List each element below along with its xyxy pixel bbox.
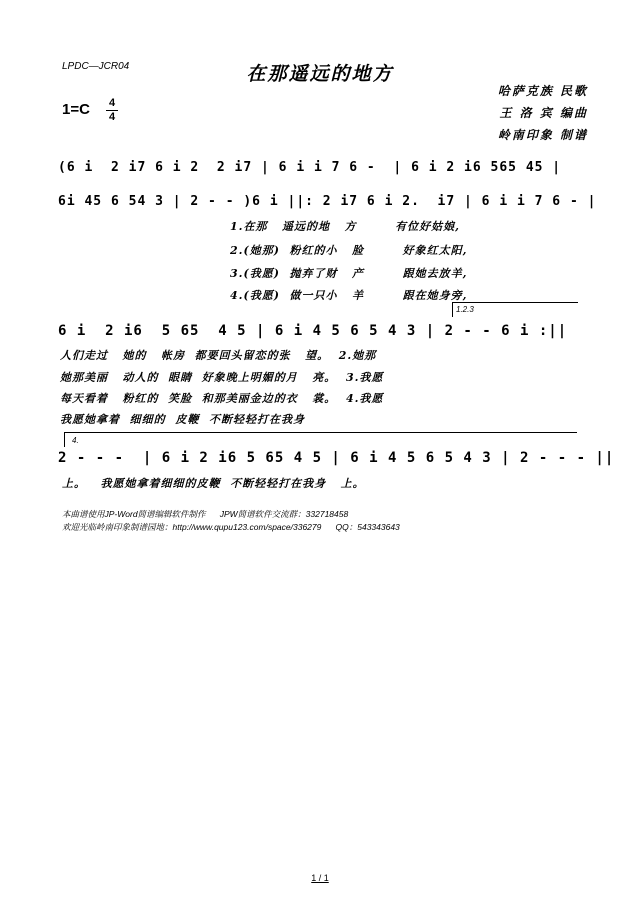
lyric-verse-4: 4.(我愿) 做一只小 羊 跟在她身旁,	[230, 289, 468, 302]
lyric-line-3: 每天看着 粉红的 笑脸 和那美丽金边的衣 裳。 4.我愿	[60, 392, 384, 405]
lyric-final-line: 上。 我愿她拿着细细的皮鞭 不断轻轻打在我身 上。	[62, 477, 365, 490]
credit-arranger: 王 洛 宾 编曲	[499, 106, 588, 120]
score-code: LPDC—JCR04	[62, 61, 130, 72]
footer-website-note: 欢迎光临岭南印象制谱园地：http://www.qupu123.com/space/336279 QQ：543343643	[62, 522, 400, 532]
ending-bracket-last	[64, 432, 577, 447]
page-number-text: 1 / 1	[311, 873, 329, 883]
page-number	[0, 873, 640, 883]
credit-transcriber: 岭南印象 制谱	[497, 128, 588, 142]
lyric-verse-3: 3.(我愿) 抛弃了财 产 跟她去放羊,	[230, 267, 468, 280]
music-line-2: 6i 45 6 54 3 | 2 - - )6 i ||: 2 i7 6 i 2. i7 | 6 i i 7 6 - |	[58, 194, 597, 209]
time-signature-top: 4	[108, 97, 116, 109]
credit-origin: 哈萨克族 民歌	[497, 84, 588, 98]
music-line-1: (6 i 2 i7 6 i 2 2 i7 | 6 i i 7 6 - | 6 i 2 i6 565 45 |	[58, 160, 562, 175]
song-title: 在那遥远的地方	[246, 63, 394, 85]
music-line-4: 2 - - - | 6 i 2 i6 5 65 4 5 | 6 i 4 5 6 5 4 3 | 2 - - - ||	[58, 450, 615, 466]
lyric-line-4: 我愿她拿着 细细的 皮鞭 不断轻轻打在我身	[60, 413, 305, 426]
music-line-3: 6 i 2 i6 5 65 4 5 | 6 i 4 5 6 5 4 3 | 2 - - 6 i :||	[58, 323, 568, 339]
lyric-line-1: 人们走过 她的 帐房 都要回头留恋的张 望。 2.她那	[60, 349, 377, 362]
key-signature: 1=C	[62, 101, 90, 118]
time-signature-bottom: 4	[108, 111, 116, 123]
lyric-verse-1: 1.在那 遥远的地 方 有位好姑娘,	[230, 220, 460, 233]
lyric-verse-2: 2.(她那) 粉红的小 脸 好象红太阳,	[230, 244, 468, 257]
ending-label-first: 1.2.3	[456, 305, 474, 314]
lyric-line-2: 她那美丽 动人的 眼睛 好象晚上明媚的月 亮。 3.我愿	[60, 371, 384, 384]
footer-software-note: 本曲谱使用JP-Word简谱编辑软件制作 JPW简谱软件交流群：332718458	[62, 509, 349, 519]
ending-label-last: 4.	[72, 436, 79, 445]
time-signature	[106, 98, 118, 123]
